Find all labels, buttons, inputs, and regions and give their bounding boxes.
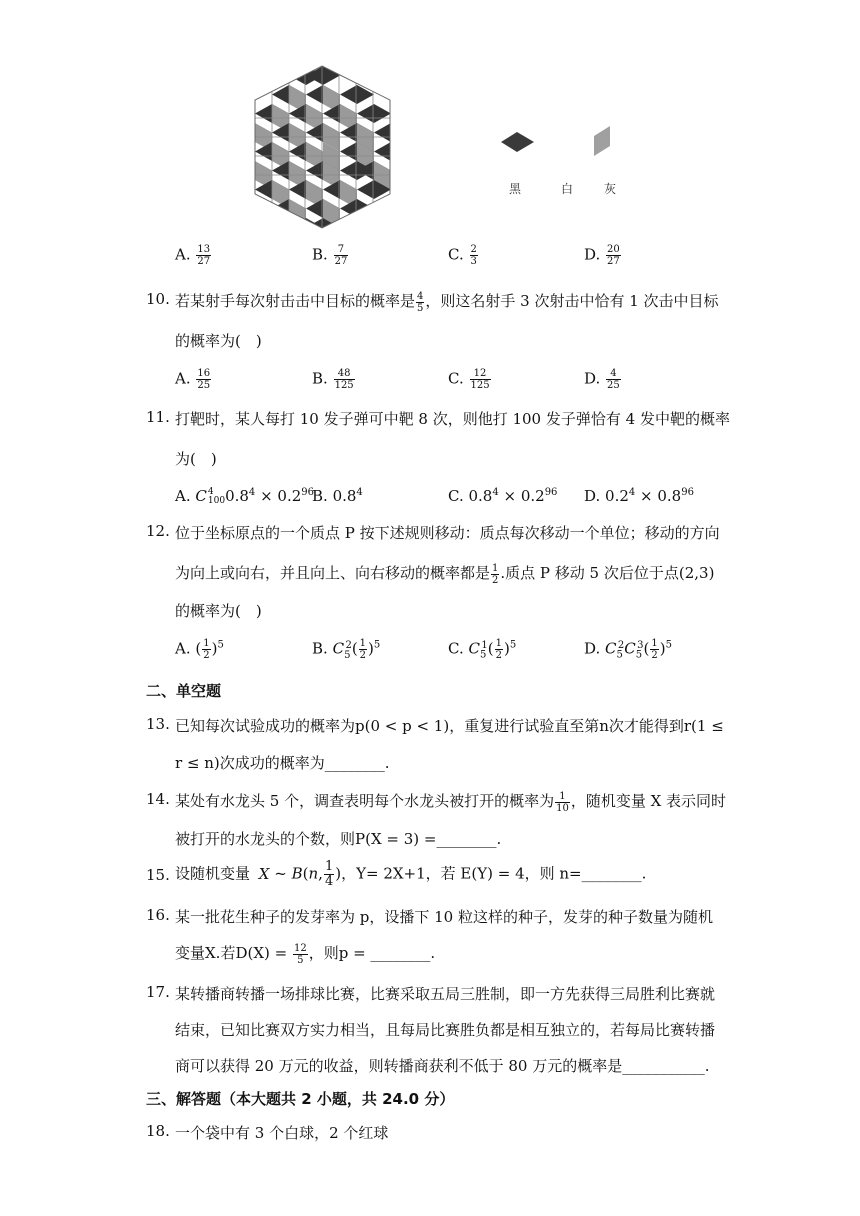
q16-stem-line1: 某一批花生种子的发芽率为 p，设播下 10 粒这样的种子，发芽的种子数量为随机 xyxy=(175,908,713,926)
q12-stem-line2: 为向上或向右，并且向上、向右移动的概率都是 $\frac{1}{2}$ .质点 P 移动 5 次后位于点(2,3) xyxy=(175,562,715,586)
fraction: $\frac{4}{5}$ xyxy=(417,290,424,314)
cube-pattern-image xyxy=(250,62,395,232)
q12-option-a[interactable]: A. ( $\frac{1}{2}$ )$^5$ xyxy=(175,638,224,661)
q10-option-d[interactable]: D. $\frac{4}{25}$ xyxy=(584,368,620,391)
q17-stem-line2: 结束，已知比赛双方实力相当，且每局比赛胜负都是相互独立的，若每局比赛转播 xyxy=(175,1021,716,1039)
q16-number: 16. xyxy=(146,906,170,924)
q17-number: 17. xyxy=(146,983,170,1001)
q9-option-c[interactable]: C. $\frac{2}{3}$ xyxy=(448,244,477,267)
q12-stem-line3: 的概率为( ) xyxy=(175,602,262,620)
q9-option-a[interactable]: A. $\frac{13}{27}$ xyxy=(175,244,211,267)
q11-stem-line1: 打靶时，某人每打 10 发子弹可中靶 8 次，则他打 100 发子弹恰有 4 发中靶的概率 xyxy=(175,410,730,428)
q15-stem: 设随机变量 X ~ B(n, $\frac{1}{4}$ )，Y= 2X+1，若 E(Y) = 4，则 n=________. xyxy=(175,859,647,889)
q13-stem-line1: 已知每次试验成功的概率为p(0 < p < 1)，重复进行试验直至第n次才能得到r(1 ≤ xyxy=(175,717,724,735)
q11-number: 11. xyxy=(146,408,170,426)
q13-number: 13. xyxy=(146,715,170,733)
q11-option-d[interactable]: D. $0.2^4 \times 0.8^{96}$ xyxy=(584,487,694,505)
fraction: $\frac{13}{27}$ xyxy=(197,244,211,267)
q11-option-a[interactable]: A. C 4 100 $0.8^4 \times 0.2^{96}$ xyxy=(175,487,314,506)
q11-option-c[interactable]: C. $0.8^4 \times 0.2^{96}$ xyxy=(448,487,558,505)
q10-option-b[interactable]: B. $\frac{48}{125}$ xyxy=(312,368,354,391)
hexagon-figure xyxy=(250,62,395,232)
q10-stem-line2: 的概率为( ) xyxy=(175,332,262,350)
q9-option-b[interactable]: B. $\frac{7}{27}$ xyxy=(312,244,348,267)
legend-black-label: 黑 xyxy=(509,182,522,196)
q10-number: 10. xyxy=(146,290,170,308)
legend-white-label: 白 xyxy=(561,182,574,196)
q18-stem-line1: 一个袋中有 3 个白球，2 个红球 xyxy=(175,1124,389,1142)
fraction: $\frac{20}{27}$ xyxy=(607,244,620,267)
q12-number: 12. xyxy=(146,522,170,540)
q12-stem-line1: 位于坐标原点的一个质点 P 按下述规则移动：质点每次移动一个单位；移动的方向 xyxy=(175,524,720,542)
q14-stem-line2: 被打开的水龙头的个数，则P(X = 3) =________. xyxy=(175,830,502,848)
legend-gray-label: 灰 xyxy=(604,182,617,196)
q10-stem-line1: 若某射手每次射击击中目标的概率是 $\frac{4}{5}$ ，则这名射手 3 次射击中恰有 1 次击中目标 xyxy=(175,290,719,314)
q12-option-d[interactable]: D. $C_5^2C_5^3$( $\frac{1}{2}$ )$^5$ xyxy=(584,638,672,661)
section-heading-single-blank: 二、单空题 xyxy=(146,682,222,700)
q17-stem-line1: 某转播商转播一场排球比赛，比赛采取五局三胜制，即一方先获得三局胜利比赛就 xyxy=(175,985,716,1003)
fraction: $\frac{7}{27}$ xyxy=(334,244,348,267)
q9-option-d[interactable]: D. $\frac{20}{27}$ xyxy=(584,244,620,267)
q14-stem-line1: 某处有水龙头 5 个，调查表明每个水龙头被打开的概率为 $\frac{1}{10}$ ，随机变量 X 表示同时 xyxy=(175,790,727,814)
q18-number: 18. xyxy=(146,1122,170,1140)
q13-stem-line2: r ≤ n)次成功的概率为________. xyxy=(175,754,390,772)
black-rhombus-icon xyxy=(498,130,538,154)
q10-option-c[interactable]: C. $\frac{12}{125}$ xyxy=(448,368,490,391)
section-heading-answer-questions: 三、解答题（本大题共 2 小题，共 24.0 分） xyxy=(146,1090,455,1108)
gray-parallelogram-icon xyxy=(590,124,614,158)
q15-number: 15. xyxy=(146,866,170,884)
q16-stem-line2: 变量X.若D(X) = $\frac{12}{5}$ ，则p = ________. xyxy=(175,942,436,966)
q10-option-a[interactable]: A. $\frac{16}{25}$ xyxy=(175,368,211,391)
q14-number: 14. xyxy=(146,790,170,808)
q11-option-b[interactable]: B. $0.8^4$ xyxy=(312,487,363,505)
q12-option-b[interactable]: B. $C_5^2$( $\frac{1}{2}$ )$^5$ xyxy=(312,638,381,661)
q17-stem-line3: 商可以获得 20 万元的收益，则转播商获利不低于 80 万元的概率是___________. xyxy=(175,1057,710,1075)
q11-stem-line2: 为( ) xyxy=(175,450,217,468)
q12-option-c[interactable]: C. $C_5^1$( $\frac{1}{2}$ )$^5$ xyxy=(448,638,517,661)
fraction: $\frac{2}{3}$ xyxy=(470,244,477,267)
